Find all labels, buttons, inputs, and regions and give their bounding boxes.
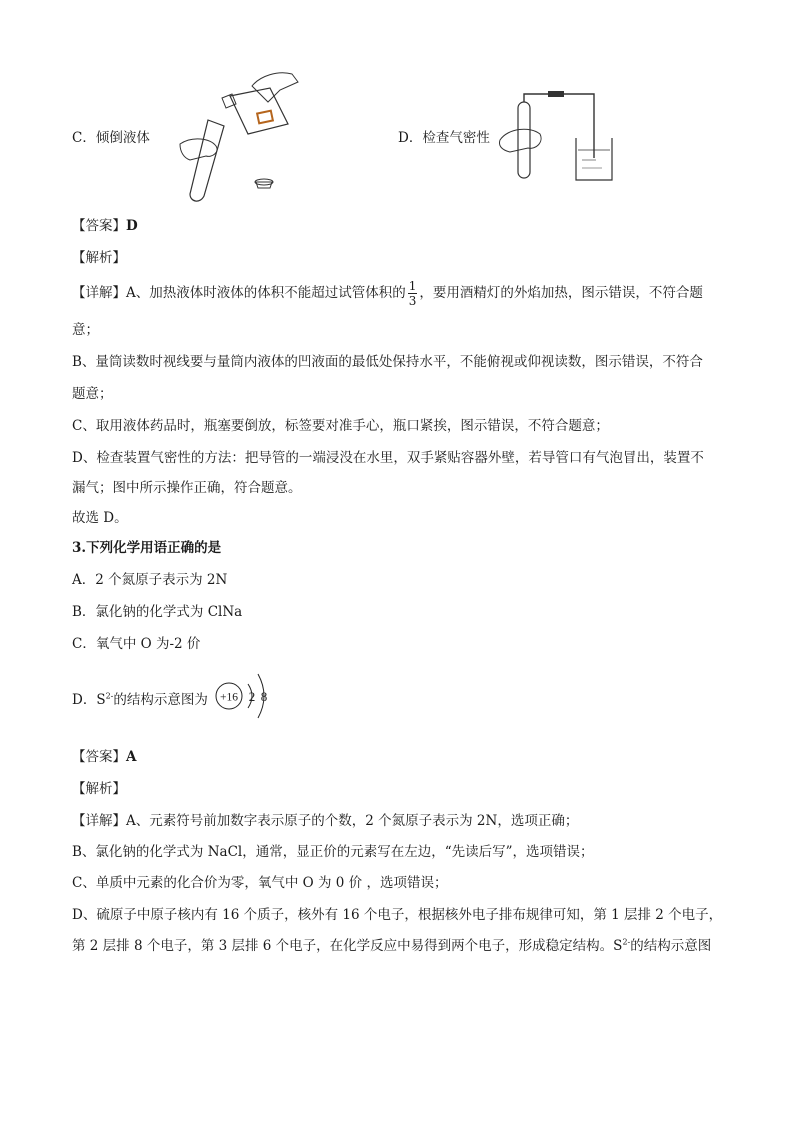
q2-analysis-label: 【解析】 xyxy=(72,250,126,266)
fraction-one-third: $\frac{1}{3}$ xyxy=(408,279,417,308)
q3-option-c: C．氧气中 O 为-2 价 xyxy=(72,636,201,652)
q2-answer: 【答案】D xyxy=(72,218,138,234)
q3-stem: 3.下列化学用语正确的是 xyxy=(72,540,222,556)
q3-option-a: A．2 个氮原子表示为 2N xyxy=(72,572,228,588)
option-d: D．检查气密性 xyxy=(398,130,490,146)
q3-detail-a: 【详解】A、元素符号前加数字表示原子的个数，2 个氮原子表示为 2N，选项正确； xyxy=(72,813,579,829)
q2-detail-d-2: 漏气；图中所示操作正确，符合题意。 xyxy=(72,480,302,496)
pouring-liquid-illustration xyxy=(160,64,305,204)
q2-detail-d-1: D、检查装置气密性的方法：把导管的一端浸没在水里，双手紧贴容器外壁，若导管口有气泡冒出，装置不 xyxy=(72,450,704,466)
q2-detail-b-1: B、量筒读数时视线要与量筒内液体的凹液面的最低处保持水平，不能俯视或仰视读数，图示错误，不符合 xyxy=(72,354,703,370)
shell-2-label: 8 xyxy=(260,689,268,704)
q3-detail-b: B、氯化钠的化学式为 NaCl，通常，显正价的元素写在左边，“先读后写”，选项错误； xyxy=(72,844,594,860)
q2-detail-a: 【详解】A、加热液体时液体的体积不能超过试管体积的 $\frac{1}{3}$ ，要用酒精灯的外焰加热，图示错误，不符合题 xyxy=(72,279,703,308)
q3-detail-d-1: D、硫原子中原子核内有 16 个质子，核外有 16 个电子，根据核外电子排布规律可知，第 1 层排 2 个电子， xyxy=(72,907,723,923)
nucleus-label: +16 xyxy=(220,691,238,704)
q3-answer: 【答案】A xyxy=(72,749,137,765)
q3-analysis-label: 【解析】 xyxy=(72,781,126,797)
q3-option-b: B．氯化钠的化学式为 ClNa xyxy=(72,604,243,620)
q2-detail-c: C、取用液体药品时，瓶塞要倒放，标签要对准手心，瓶口紧挨，图示错误，不符合题意； xyxy=(72,418,609,434)
shell-1-label: 2 xyxy=(248,689,256,704)
q3-detail-d-2: 第 2 层排 8 个电子，第 3 层排 6 个电子，在化学反应中易得到两个电子，形成稳定结构。$S^{2-}$的结构示意图 xyxy=(72,937,712,954)
q2-detail-b-2: 题意； xyxy=(72,386,113,402)
airtightness-check-illustration xyxy=(496,88,616,184)
q2-conclusion: 故选 D。 xyxy=(72,510,128,526)
q2-detail-a-cont: 意； xyxy=(72,322,99,338)
q3-option-d: D．$S^{2-}$的结构示意图为 xyxy=(72,691,208,708)
sulfide-ion-structure-diagram xyxy=(212,664,282,728)
option-c: C．倾倒液体 xyxy=(72,130,150,146)
q3-detail-c: C、单质中元素的化合价为零，氧气中 O 为 0 价 ，选项错误； xyxy=(72,875,448,891)
